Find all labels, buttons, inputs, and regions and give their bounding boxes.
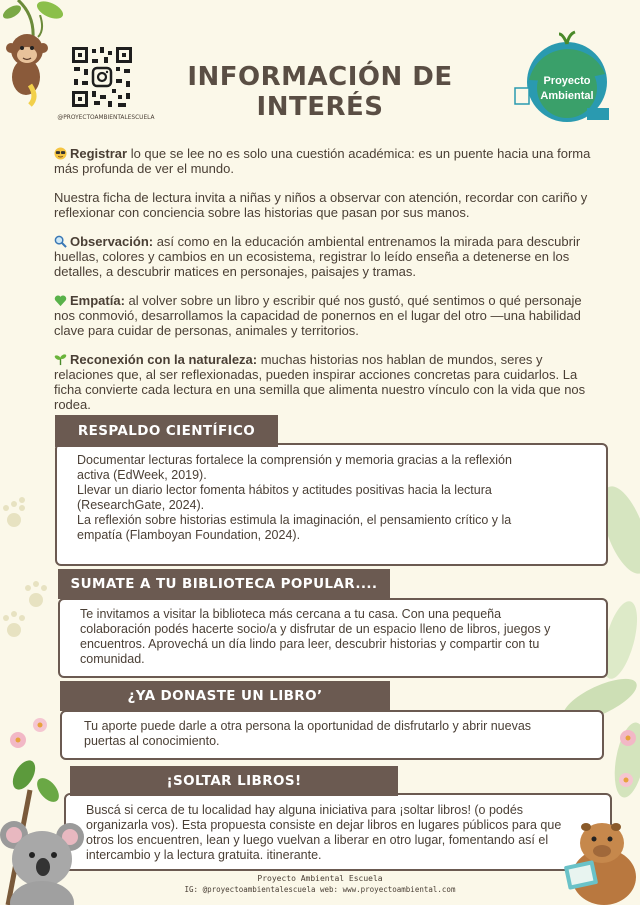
soltar-box	[64, 793, 612, 871]
intro-paragraph-empatia	[54, 293, 594, 338]
donaste-heading: ¿YA DONASTE UN LIBRO’	[60, 681, 390, 711]
intro-text-registrar: lo que se lee no es solo una cuestión académica: es un puente hacia una forma más profunda de ver el mundo.	[54, 146, 591, 176]
soltar-line-3: otros los encuentren, lean y luego vuelvan a liberar en otro lugar, fomentando así el	[86, 833, 549, 847]
intro-text-ficha: Nuestra ficha de lectura invita a niñas y niños a observar con atención, recordar con cariño y reflexionar con conciencia sobre las historias que pasan por sus manos.	[54, 190, 588, 220]
sumate-box	[58, 598, 608, 678]
footer-project-name: Proyecto Ambiental Escuela	[257, 874, 383, 883]
respaldo-line-3: Llevar un diario lector fomenta hábitos y actitudes positivas hacia la lectura	[77, 483, 492, 497]
respaldo-line-4: (ResearchGate, 2024).	[77, 498, 205, 512]
respaldo-heading: RESPALDO CIENTÍFICO	[55, 415, 278, 447]
intro-text-observacion: así como en la educación ambiental entrenamos la mirada para descubrir huellas, colores y cambios en un ecosistema, registrar lo leído enseña a detenerse en los detalles, a descubrir matices en personajes, paisajes y tramas.	[54, 234, 581, 279]
monkey-illustration	[0, 15, 60, 110]
soltar-line-4: intercambio y la lectura gratuita. itinerante.	[86, 848, 322, 862]
qr-code	[70, 45, 134, 109]
sumate-heading: SUMATE A TU BIBLIOTECA POPULAR....	[58, 569, 390, 599]
footer-contact: IG: @proyectoambientalescuela web: www.proyectoambiental.com	[184, 885, 456, 894]
intro-paragraph-ficha	[54, 190, 594, 220]
respaldo-line-2: activa (EdWeek, 2019).	[77, 468, 207, 482]
capybara-illustration	[560, 815, 640, 905]
donaste-line-2: puertas al conocimiento.	[84, 734, 220, 748]
intro-paragraph-reconexion	[54, 352, 594, 412]
project-logo	[507, 30, 612, 130]
intro-bold-reconexion: Reconexión con la naturaleza:	[70, 352, 258, 367]
sumate-line-2: colaboración podés hacerte socio/a y disfrutar de un espacio lleno de libros, juegos y	[80, 622, 551, 636]
soltar-line-1: Buscá si cerca de tu localidad hay alguna iniciativa para ¡soltar libros! (o podés	[86, 803, 524, 817]
intro-bold-empatia: Empatía:	[70, 293, 125, 308]
sumate-line-4: comunidad.	[80, 652, 145, 666]
logo-text-line2: Ambiental	[540, 90, 594, 102]
donaste-box	[60, 710, 604, 760]
intro-paragraph-registrar	[54, 146, 594, 176]
intro-bold-registrar: Registrar	[70, 146, 128, 161]
soltar-line-2: organizarla vos). Esta propuesta consiste en dejar libros en lugares públicos para que	[86, 818, 562, 832]
soltar-heading: ¡SOLTAR LIBROS!	[70, 766, 398, 796]
intro-text-reconexion: muchas historias nos hablan de mundos, seres y relaciones que, al ser reflexionadas, pueden inspirar acciones concretas para cuidarlos. La ficha convierte cada lectura en una semilla que alimenta nuestro vínculo con la vida que nos rodea.	[54, 352, 586, 412]
logo-text-line1: Proyecto	[543, 75, 591, 87]
magnifier-icon	[54, 235, 67, 248]
respaldo-line-6: empatía (Flamboyan Foundation, 2024).	[77, 528, 301, 542]
donaste-line-1: Tu aporte puede darle a otra persona la oportunidad de disfrutarlo y abrir nuevas	[84, 719, 532, 733]
respaldo-line-1: Documentar lecturas fortalece la comprensión y memoria gracias a la reflexión	[77, 453, 512, 467]
green-heart-icon	[54, 294, 67, 307]
sumate-line-1: Te invitamos a visitar la biblioteca más cercana a tu casa. Con una pequeña	[80, 607, 502, 621]
seedling-icon	[54, 353, 67, 366]
respaldo-line-5: La reflexión sobre historias estimula la imaginación, el pensamiento crítico y la	[77, 513, 512, 527]
sumate-line-3: encuentros. Aprovechá un día lindo para leer, descubrir historias y compartir con tu	[80, 637, 540, 651]
instagram-handle: @PROYECTOAMBIENTALESCUELA	[57, 113, 155, 121]
respaldo-box	[55, 443, 608, 566]
koala-illustration	[0, 815, 90, 905]
page-title: INFORMACIÓN DE INTERÉS	[187, 62, 453, 122]
intro-paragraph-observacion	[54, 234, 594, 279]
intro-text-empatia: al volver sobre un libro y escribir qué nos gustó, qué sentimos o qué personaje nos conmovió, desarrollamos la capacidad de ponernos en el lugar del otro —una habilidad clave para cuidar de personas, animales y territorios.	[54, 293, 582, 338]
sunglasses-face-icon	[54, 147, 67, 160]
intro-bold-observacion: Observación:	[70, 234, 154, 249]
